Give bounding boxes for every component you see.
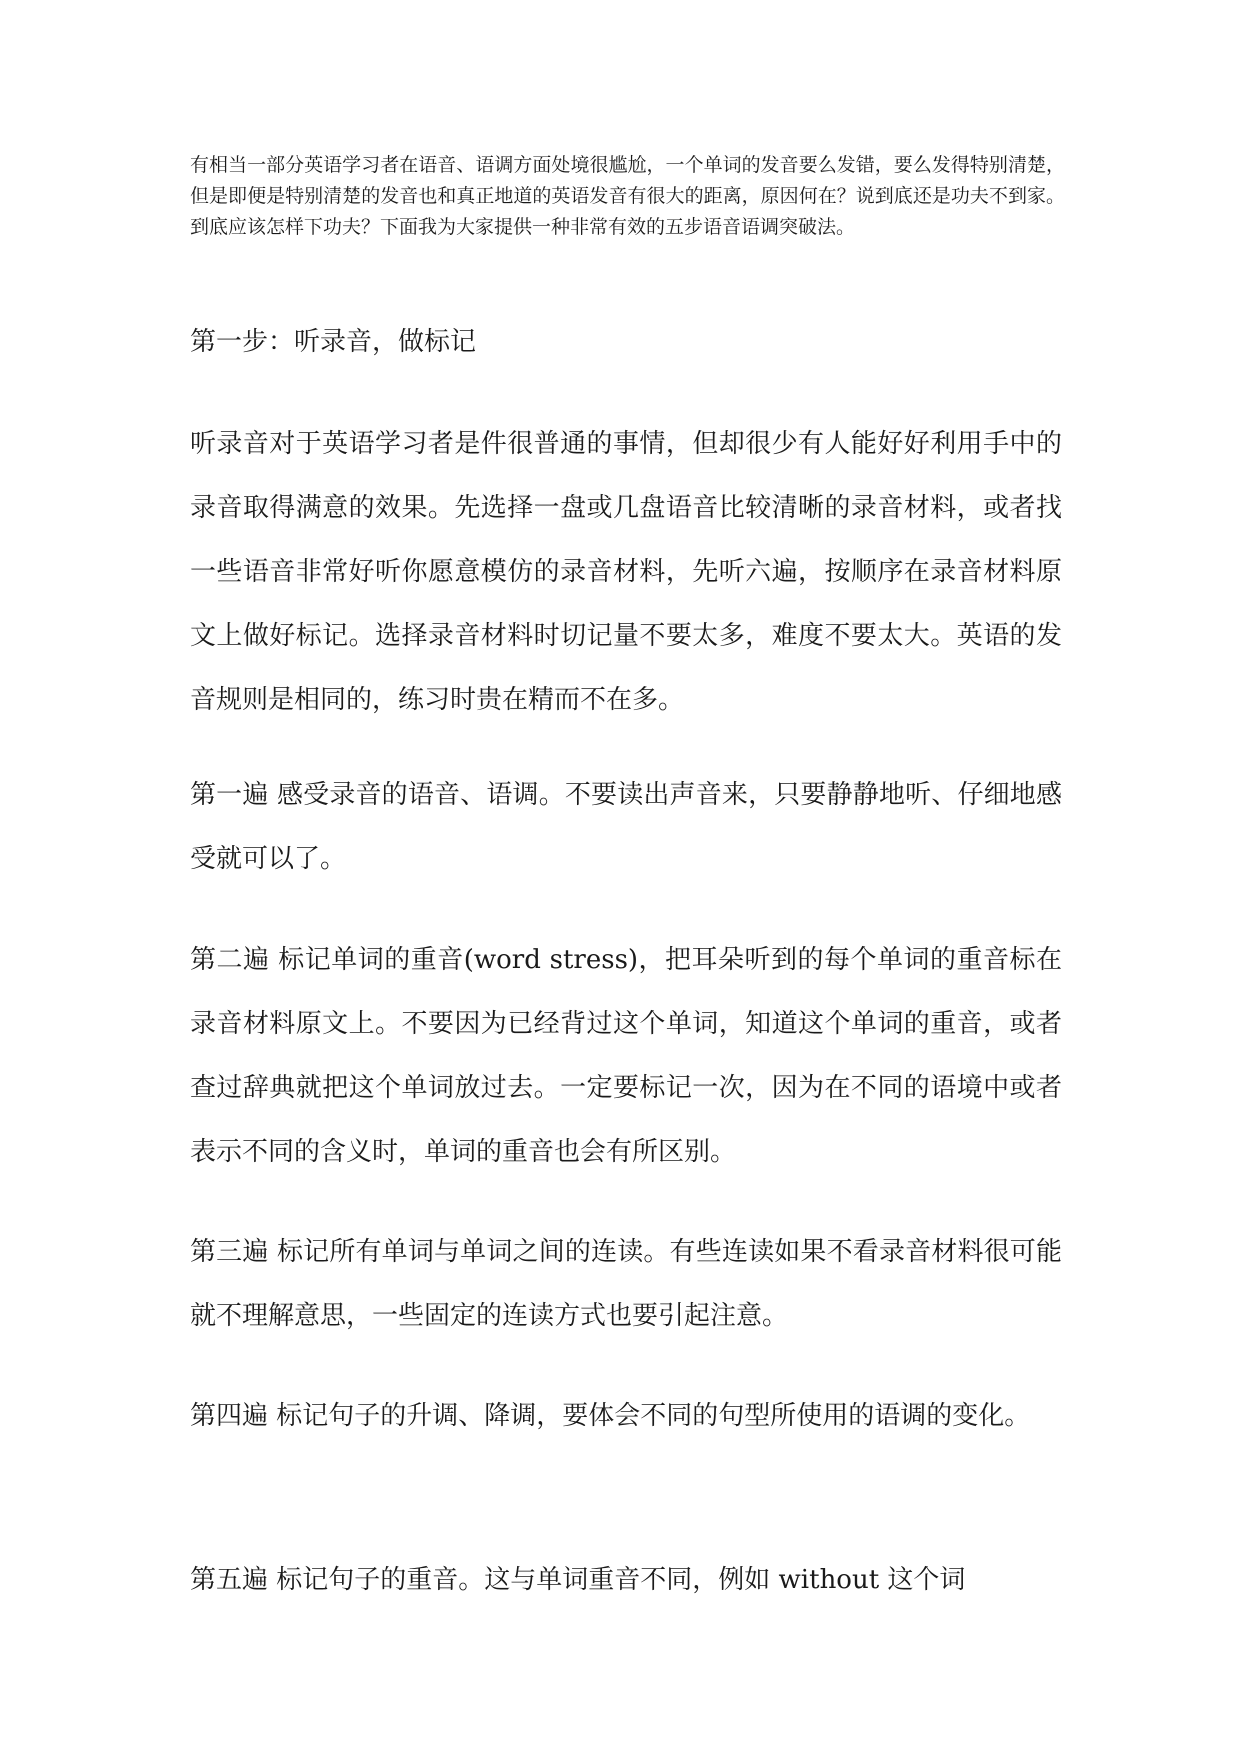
pass-5-text: 标记句子的重音。这与单词重音不同，例如 without 这个词 xyxy=(276,1565,966,1595)
pass-5-label: 第五遍 xyxy=(190,1565,269,1595)
step1-body-paragraph: 听录音对于英语学习者是件很普通的事情，但却很少有人能好好利用手中的录音取得满意的效果。先选择一盘或几盘语音比较清晰的录音材料，或者找一些语音非常好听你愿意模仿的录音材料，先听六遍，按顺序在录音材料原文上做好标记。选择录音材料时切记量不要太多，难度不要太大。英语的发音规则是相同的，练习时贵在精而不在多。 xyxy=(190,429,1062,715)
pass-2-paragraph xyxy=(190,928,1062,1184)
pass-1-paragraph xyxy=(190,763,1062,891)
pass-2-label: 第二遍 xyxy=(190,945,270,975)
pass-5-paragraph xyxy=(190,1548,1062,1612)
pass-1-text: 感受录音的语音、语调。不要读出声音来，只要静静地听、仔细地感受就可以了。 xyxy=(190,780,1062,874)
pass-3-paragraph xyxy=(190,1220,1062,1348)
pass-4-label: 第四遍 xyxy=(190,1401,269,1431)
pass-2-text: 标记单词的重音(word stress)，把耳朵听到的每个单词的重音标在录音材料原文上。不要因为已经背过这个单词，知道这个单词的重音，或者查过辞典就把这个单词放过去。一定要标记一次，因为在不同的语境中或者表示不同的含义时，单词的重音也会有所区别。 xyxy=(190,945,1062,1167)
pass-4-paragraph xyxy=(190,1384,1062,1448)
pass-4-text: 标记句子的升调、降调，要体会不同的句型所使用的语调的变化。 xyxy=(276,1401,1031,1431)
intro-paragraph: 有相当一部分英语学习者在语音、语调方面处境很尴尬，一个单词的发音要么发错，要么发得特别清楚，但是即便是特别清楚的发音也和真正地道的英语发音有很大的距离，原因何在？说到底还是功夫不到家。到底应该怎样下功夫？下面我为大家提供一种非常有效的五步语音语调突破法。 xyxy=(190,154,1065,238)
pass-3-label: 第三遍 xyxy=(190,1237,269,1267)
pass-1-label: 第一遍 xyxy=(190,780,269,810)
pass-3-text: 标记所有单词与单词之间的连读。有些连读如果不看录音材料很可能就不理解意思，一些固定的连读方式也要引起注意。 xyxy=(190,1237,1062,1331)
step1-heading: 第一步：听录音，做标记 xyxy=(190,327,477,357)
